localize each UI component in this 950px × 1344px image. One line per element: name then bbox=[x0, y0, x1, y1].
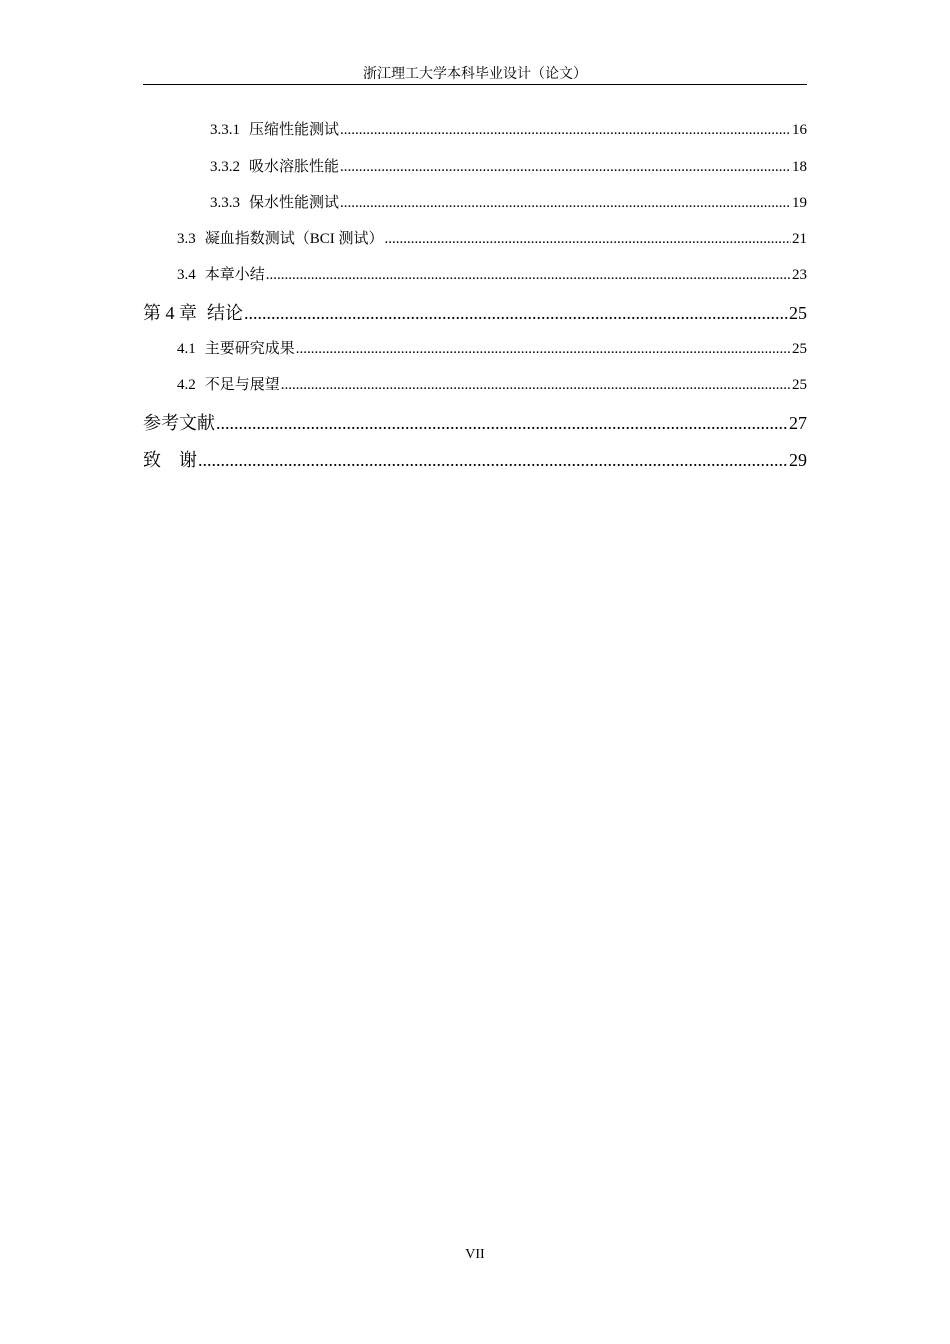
toc-entry-title: 参考文献 bbox=[143, 413, 215, 433]
toc-entry-title: 结论 bbox=[207, 303, 243, 323]
toc-dot-leader bbox=[216, 413, 788, 434]
toc-entry-3-4[interactable] bbox=[177, 263, 807, 284]
header-title: 浙江理工大学本科毕业设计（论文） bbox=[363, 67, 587, 82]
toc-dot-leader bbox=[296, 341, 791, 358]
toc-entry-page: 16 bbox=[792, 122, 807, 138]
toc-entry-3-3-1[interactable] bbox=[210, 118, 807, 139]
toc-entry-page: 23 bbox=[792, 267, 807, 283]
toc-dot-leader bbox=[244, 303, 788, 324]
toc-entry-title: 本章小结 bbox=[204, 267, 265, 283]
toc-entry-number: 3.3.3 bbox=[210, 195, 240, 211]
toc-entry-4-1[interactable] bbox=[177, 337, 807, 358]
toc-entry-number: 3.3 bbox=[177, 231, 196, 247]
toc-entry-number: 4.1 bbox=[177, 341, 196, 357]
toc-entry-4-2[interactable] bbox=[177, 373, 807, 394]
page-number: VII bbox=[465, 1247, 485, 1262]
toc-entry-3-3-2[interactable] bbox=[210, 155, 807, 176]
toc-dot-leader bbox=[340, 195, 791, 212]
toc-entry-title: 吸水溶胀性能 bbox=[249, 159, 340, 175]
toc-dot-leader bbox=[198, 450, 788, 471]
toc-entry-page: 25 bbox=[792, 377, 807, 393]
toc-entry-page: 27 bbox=[789, 413, 807, 433]
toc-entry-number: 3.3.2 bbox=[210, 159, 240, 175]
toc-entry-3-3[interactable] bbox=[177, 227, 807, 248]
toc-entry-title: 致 谢 bbox=[143, 450, 197, 470]
toc-entry-page: 25 bbox=[789, 303, 807, 323]
toc-entry-acknowledgements[interactable] bbox=[143, 446, 807, 472]
page-header bbox=[143, 66, 807, 85]
toc-entry-3-3-3[interactable] bbox=[210, 191, 807, 212]
toc-entry-title: 保水性能测试 bbox=[249, 195, 340, 211]
page-footer bbox=[0, 1247, 950, 1263]
toc-dot-leader bbox=[340, 122, 791, 139]
toc-entry-number: 3.4 bbox=[177, 267, 196, 283]
toc-entry-chapter-4[interactable] bbox=[143, 299, 807, 325]
toc-dot-leader bbox=[281, 377, 791, 394]
toc-entry-number: 3.3.1 bbox=[210, 122, 240, 138]
toc-dot-leader bbox=[266, 267, 791, 284]
toc-entry-title: 主要研究成果 bbox=[204, 341, 295, 357]
toc-entry-title: 不足与展望 bbox=[204, 377, 280, 393]
toc-entry-title: 凝血指数测试（BCI 测试） bbox=[204, 231, 384, 247]
toc-entry-number: 第 4 章 bbox=[143, 303, 197, 323]
toc-entry-page: 18 bbox=[792, 159, 807, 175]
toc-entry-page: 29 bbox=[789, 450, 807, 470]
toc-entry-number: 4.2 bbox=[177, 377, 196, 393]
toc-entry-page: 21 bbox=[792, 231, 807, 247]
toc-entry-page: 25 bbox=[792, 341, 807, 357]
toc-dot-leader bbox=[385, 231, 791, 248]
toc-entry-page: 19 bbox=[792, 195, 807, 211]
toc-entry-title: 压缩性能测试 bbox=[249, 122, 340, 138]
toc-entry-references[interactable] bbox=[143, 409, 807, 435]
toc-dot-leader bbox=[340, 159, 791, 176]
